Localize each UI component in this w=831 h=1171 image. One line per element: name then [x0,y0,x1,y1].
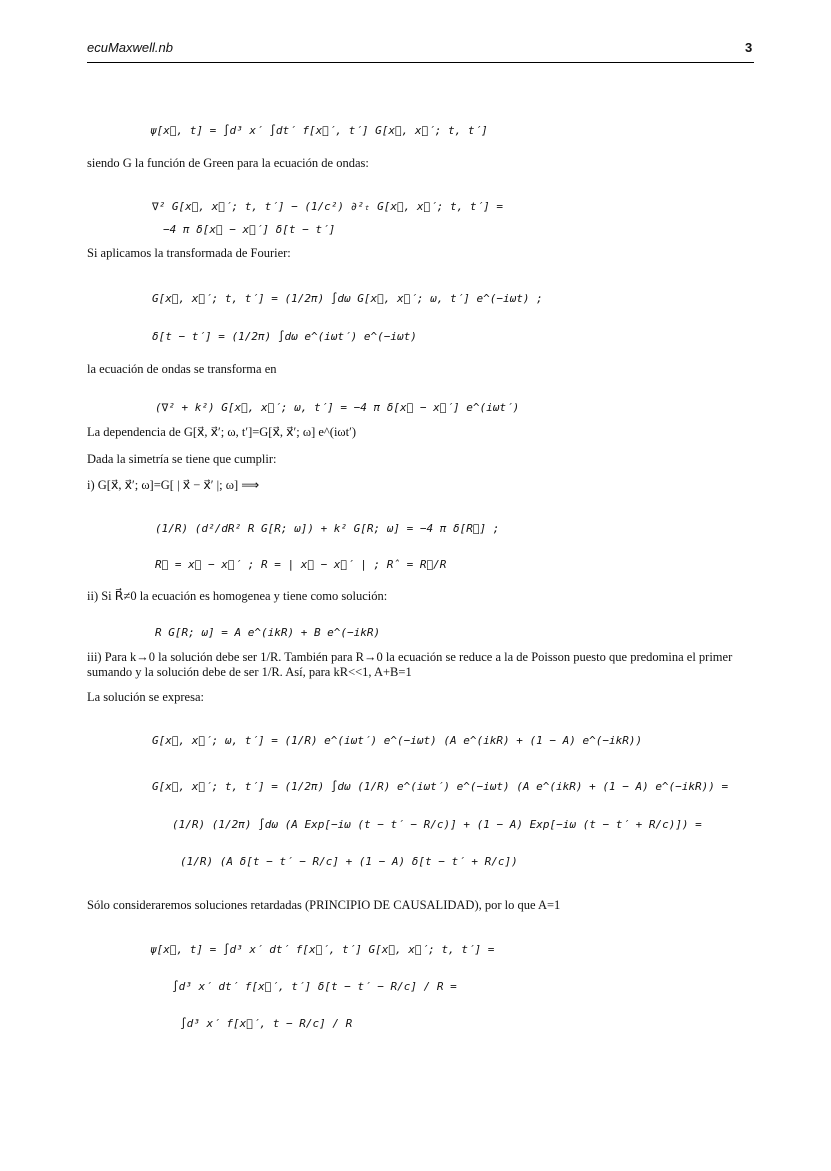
equation-line: ∇² G[x⃗, x⃗′; t, t′] − (1/c²) ∂²ₜ G[x⃗, x⃗′; t, t′] = [152,200,503,213]
text-line: Dada la simetría se tiene que cumplir: [87,452,277,466]
equation-line: ∫d³ x′ dt′ f[x⃗′, t′] δ[t − t′ − R/c] / R = [172,980,457,993]
equation-line: (1/R) (1/2π) ∫dω (A Exp[−iω (t − t′ − R/c)] + (1 − A) Exp[−iω (t − t′ + R/c)]) = [172,818,702,831]
text-line: ii) Si R⃗≠0 la ecuación es homogenea y tiene como solución: [87,589,388,603]
equation-line: G[x⃗, x⃗′; t, t′] = (1/2π) ∫dω G[x⃗, x⃗′; ω, t′] e^(−iωt) ; [152,292,543,305]
text-line: Si aplicamos la transformada de Fourier: [87,246,291,260]
equation-line: G[x⃗, x⃗′; t, t′] = (1/2π) ∫dω (1/R) e^(iωt′) e^(−iωt) (A e^(ikR) + (1 − A) e^(−ikR)) = [152,780,729,793]
equation-line: ∫d³ x′ f[x⃗′, t − R/c] / R [180,1017,353,1030]
text-line: iii) Para k→0 la solución debe ser 1/R. También para R→0 la ecuación se reduce a la de Poisson puesto que predomina el primer sumando y la solución debe de ser 1/R. Así, para kR<<1, A+B=1 [87,650,733,679]
equation-line: R⃗ = x⃗ − x⃗′ ; R = | x⃗ − x⃗′ | ; R̂ = R⃗/R [155,558,447,571]
notebook-title: ecuMaxwell.nb [87,40,173,55]
text-line: La dependencia de G[x⃗, x⃗′; ω, t′]=G[x⃗, x⃗′; ω] e^(iωt′) [87,425,357,439]
header-rule [87,62,754,63]
text-line: siendo G la función de Green para la ecuación de ondas: [87,156,369,170]
page-number: 3 [745,40,753,55]
equation-line: (∇² + k²) G[x⃗, x⃗′; ω, t′] = −4 π δ[x⃗ − x⃗′] e^(iωt′) [155,401,520,414]
text-line: i) G[x⃗, x⃗′; ω]=G[ | x⃗ − x⃗′ |; ω] ⟹ [87,478,260,492]
text-line: La solución se expresa: [87,690,204,704]
equation-line: R G[R; ω] = A e^(ikR) + B e^(−ikR) [155,626,381,639]
equation-line: G[x⃗, x⃗′; ω, t′] = (1/R) e^(iωt′) e^(−iωt) (A e^(ikR) + (1 − A) e^(−ikR)) [152,734,643,747]
equation-line: (1/R) (d²/dR² R G[R; ω]) + k² G[R; ω] = −4 π δ[R⃗] ; [155,522,500,535]
equation-line: (1/R) (A δ[t − t′ − R/c] + (1 − A) δ[t − t′ + R/c]) [180,855,518,868]
equation-line: −4 π δ[x⃗ − x⃗′] δ[t − t′] [163,223,336,236]
text-line: Sólo consideraremos soluciones retardadas (PRINCIPIO DE CAUSALIDAD), por lo que A=1 [87,898,561,912]
equation-line: δ[t − t′] = (1/2π) ∫dω e^(iωt′) e^(−iωt) [152,330,417,343]
equation-line: ψ[x⃗, t] = ∫d³ x′ ∫dt′ f[x⃗′, t′] G[x⃗, x⃗′; t, t′] [150,124,488,137]
text-line: la ecuación de ondas se transforma en [87,362,277,376]
equation-line: ψ[x⃗, t] = ∫d³ x′ dt′ f[x⃗′, t′] G[x⃗, x⃗′; t, t′] = [150,943,495,956]
